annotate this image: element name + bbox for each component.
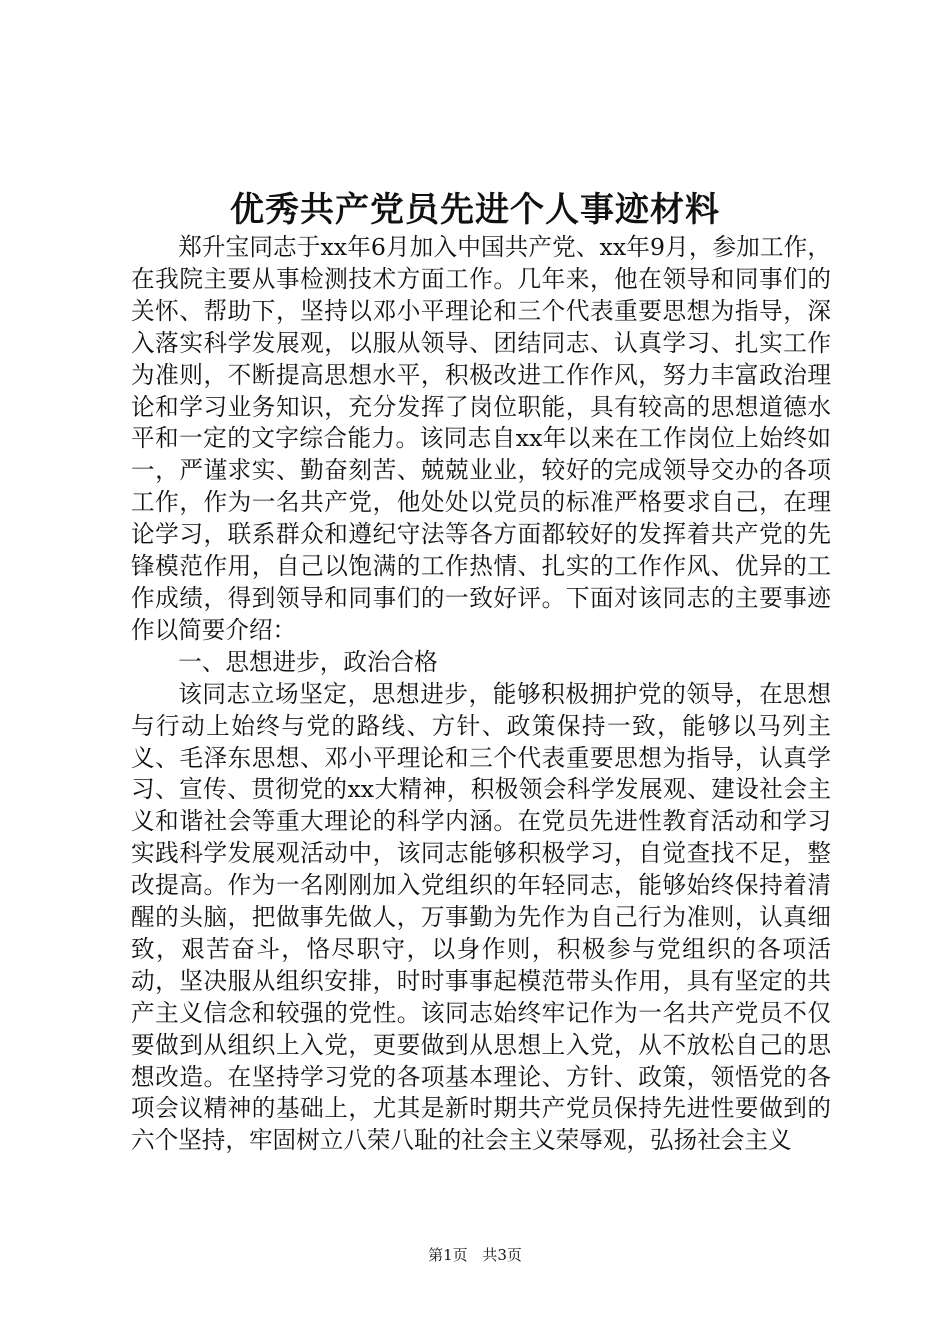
document-body bbox=[131, 232, 831, 1157]
page-number: 第1页 bbox=[428, 1246, 468, 1264]
page-footer bbox=[0, 1245, 950, 1265]
section-heading: 一、思想进步，政治合格 bbox=[178, 647, 438, 676]
page-total: 共3页 bbox=[482, 1246, 522, 1264]
paragraph-section-one: 该同志立场坚定，思想进步，能够积极拥护党的领导，在思想与行动上始终与党的路线、方针、政策保持一致，能够以马列主义、毛泽东思想、邓小平理论和三个代表重要思想为指导，认真学习、宣传、贯彻党的xx大精神，积极领会科学发展观、建设社会主义和谐社会等重大理论的科学内涵。在党员先进性教育活动和学习实践科学发展观活动中，该同志能够积极学习，自觉查找不足，整改提高。作为一名刚刚加入党组织的年轻同志，能够始终保持着清醒的头脑，把做事先做人，万事勤为先作为自己行为准则，认真细致，艰苦奋斗，恪尽职守，以身作则，积极参与党组织的各项活动，坚决服从组织安排，时时事事起模范带头作用，具有坚定的共产主义信念和较强的党性。该同志始终牢记作为一名共产党员不仅要做到从组织上入党，更要做到从思想上入党，从不放松自己的思想改造。在坚持学习党的各项基本理论、方针、政策，领悟党的各项会议精神的基础上，尤其是新时期共产党员保持先进性要做到的六个坚持，牢固树立八荣八耻的社会主义荣辱观，弘扬社会主义 bbox=[131, 679, 831, 1155]
paragraph-intro: 郑升宝同志于xx年6月加入中国共产党、xx年9月，参加工作，在我院主要从事检测技术方面工作。几年来，他在领导和同事们的关怀、帮助下，坚持以邓小平理论和三个代表重要思想为指导，深入落实科学发展观，以服从领导、团结同志、认真学习、扎实工作为准则，不断提高思想水平，积极改进工作作风，努力丰富政治理论和学习业务知识，充分发挥了岗位职能，具有较高的思想道德水平和一定的文字综合能力。该同志自xx年以来在工作岗位上始终如一，严谨求实、勤奋刻苦、兢兢业业，较好的完成领导交办的各项工作，作为一名共产党，他处处以党员的标准严格要求自己，在理论学习，联系群众和遵纪守法等各方面都较好的发挥着共产党的先锋模范作用，自己以饱满的工作热情、扎实的工作作风、优异的工作成绩，得到领导和同事们的一致好评。下面对该同志的主要事迹作以简要介绍： bbox=[131, 233, 831, 644]
page-title: 优秀共产党员先进个人事迹材料 bbox=[230, 190, 720, 230]
